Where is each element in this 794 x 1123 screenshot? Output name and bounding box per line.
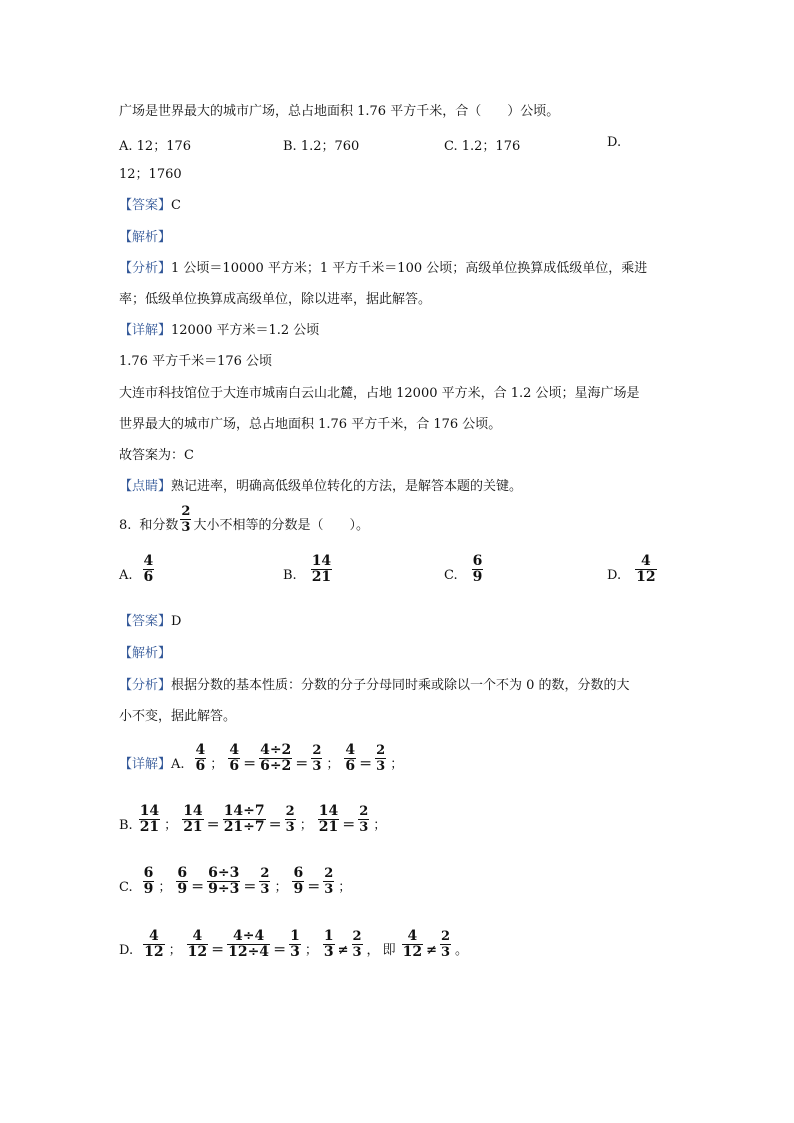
q8-option-d: D. $\frac{4}{12}$	[607, 553, 656, 585]
dianjing-tag: 【点睛】	[119, 479, 172, 494]
q8-number: 8.	[119, 518, 132, 533]
detail-row-a: 【详解】 A. $\frac{4}{6}$ ； $\frac{4}{6}$ ＝ $\frac{4\div 2}{6\div 2}$ ＝ $\frac{2}{3}$ ； $\frac{4}{6}$ ＝ $\frac{2}{3}$ ；	[119, 742, 404, 774]
stem-fraction: $\frac{2}{3}$	[181, 504, 191, 535]
q7-stem-tail: 广场是世界最大的城市广场，总占地面积 1.76 平方千米，合（ ）公顷。	[119, 104, 560, 119]
q7-xiangjie-4: 世界最大的城市广场，总占地面积 1.76 平方千米，合 176 公顷。	[119, 417, 502, 432]
q8-stem: 8. 和分数 $\frac{2}{3}$ 大小不相等的分数是（ ）。	[119, 504, 369, 535]
q7-analysis-tag: 【解析】	[119, 230, 172, 245]
q8-option-b: B. $\frac{14}{21}$	[283, 553, 332, 585]
fenxi-tag: 【分析】	[119, 261, 172, 276]
q7-xiangjie-2: 1.76 平方千米＝176 公顷	[119, 354, 273, 369]
q8-option-a: A. $\frac{4}{6}$	[119, 553, 154, 585]
xiangjie-tag: 【详解】	[119, 323, 172, 338]
q7-fenxi-2: 率；低级单位换算成高级单位，除以进率，据此解答。	[119, 292, 432, 307]
q7-option-d-value: 12；1760	[119, 167, 182, 182]
q8-fenxi-1: 【分析】根据分数的基本性质：分数的分子分母同时乘或除以一个不为 0 的数，分数的大	[119, 678, 630, 693]
q7-result: 故答案为：C	[119, 448, 194, 463]
q8-analysis-tag: 【解析】	[119, 646, 172, 661]
q7-option-c: C. 1.2；176	[444, 139, 521, 154]
q7-dianjing: 【点睛】熟记进率，明确高低级单位转化的方法，是解答本题的关键。	[119, 479, 523, 494]
q7-xiangjie-1: 【详解】12000 平方米＝1.2 公顷	[119, 323, 320, 338]
q7-xiangjie-3: 大连市科技馆位于大连市城南白云山北麓，占地 12000 平方米，合 1.2 公顷；星海广场是	[119, 386, 640, 401]
detail-row-b: B. $\frac{14}{21}$ ； $\frac{14}{21}$ ＝ $\frac{14\div 7}{21\div 7}$ ＝ $\frac{2}{3}$ ； $\frac{14}{21}$ ＝ $\frac{2}{3}$ ；	[119, 803, 387, 835]
detail-row-d: D. $\frac{4}{12}$ ； $\frac{4}{12}$ ＝ $\frac{4\div 4}{12\div 4}$ ＝ $\frac{1}{3}$ ； $\frac{1}{3}$ ≠ $\frac{2}{3}$ ， 即 $\frac{4}{12}$ ≠ $\frac{2}{3}$ 。	[119, 928, 469, 960]
detail-row-c: C. $\frac{6}{9}$ ； $\frac{6}{9}$ ＝ $\frac{6\div 3}{9\div 3}$ ＝ $\frac{2}{3}$ ； $\frac{6}{9}$ ＝ $\frac{2}{3}$ ；	[119, 865, 352, 897]
q8-option-c: C. $\frac{6}{9}$	[444, 553, 483, 585]
q7-fenxi-1: 【分析】1 公顷＝10000 平方米；1 平方千米＝100 公顷；高级单位换算成低级单位，乘进	[119, 261, 648, 276]
q7-option-d: D.	[607, 135, 622, 150]
q8-answer: 【答案】D	[119, 614, 182, 629]
answer-tag: 【答案】	[119, 198, 172, 213]
q8-fenxi-2: 小不变，据此解答。	[119, 709, 237, 724]
answer-value: C	[171, 198, 181, 213]
q7-answer	[119, 197, 181, 215]
q7-option-a: A. 12；176	[119, 139, 192, 154]
q7-option-b: B. 1.2；760	[283, 139, 360, 154]
